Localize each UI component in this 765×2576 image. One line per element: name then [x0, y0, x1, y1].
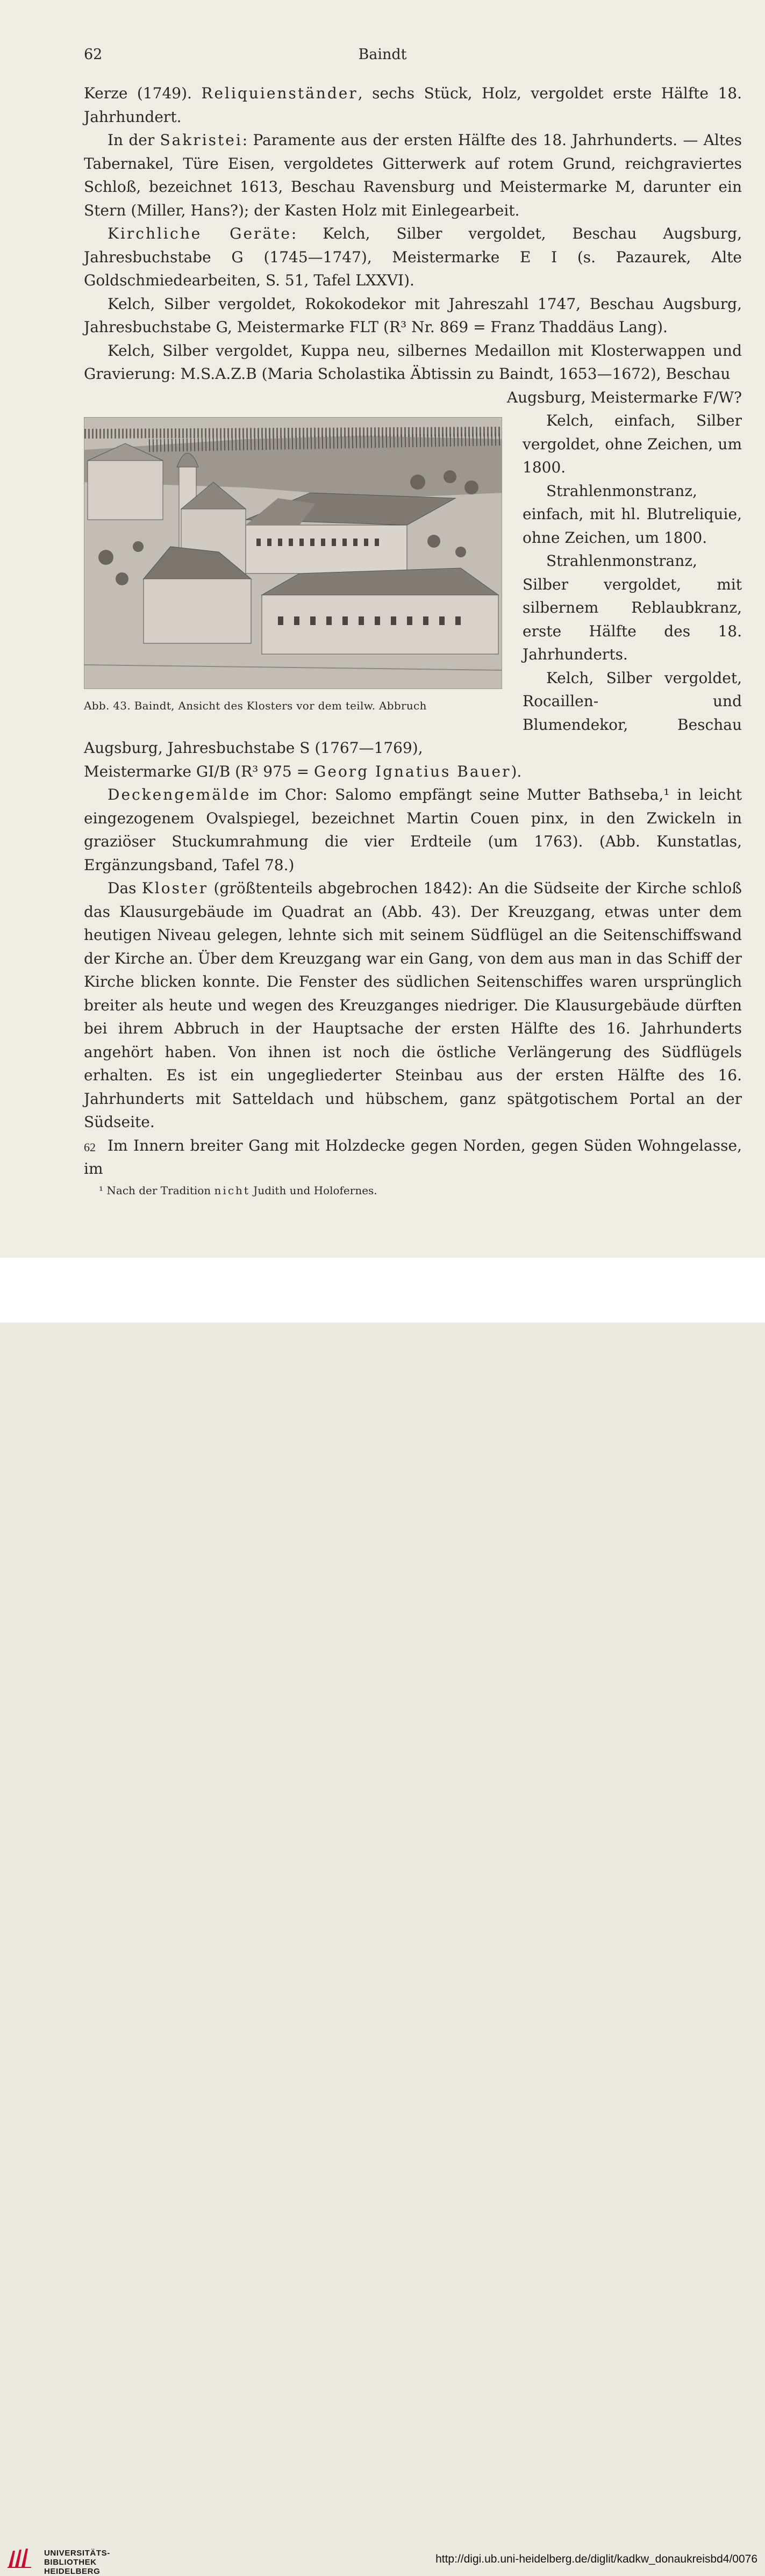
- source-url-link[interactable]: http://digi.ub.uni-heidelberg.de/diglit/kadkw_donaukreisbd4/0076: [435, 2553, 757, 2565]
- paragraph: Kirchliche Geräte: Kelch, Silber vergoldet, Beschau Augsburg, Jahresbuchstabe G (1745—1747), Meistermarke E I (s. Pazaurek, Alte Goldschmiedearbeiten, S. 51, Tafel LXXVI).: [84, 225, 742, 289]
- header-title: Baindt: [358, 46, 407, 63]
- monastery-drawing: [84, 418, 502, 688]
- header-page-number: 62: [84, 46, 103, 63]
- paragraph: Kerze (1749). Reliquienständer, sechs Stück, Holz, vergoldet erste Hälfte 18. Jahrhundert.: [84, 84, 742, 126]
- spaced-term: Kloster: [141, 879, 209, 897]
- paragraph: Strahlenmonstranz, Silber vergoldet, mit silbernem Reblaubkranz, erste Hälfte des 18. Jahrhunderts.: [523, 552, 742, 663]
- paragraph: Das Kloster (größtenteils abgebrochen 1842): An die Südseite der Kirche schloß das Klausurgebäude im Quadrat an (Abb. 43). Der Kreuzgang, etwas unter dem heutigen Niveau gelegen, lehnte sich mit seinem Südflügel an die Seitenschiffswand der Kirche an. Über dem Kreuzgang war ein Gang, von dem aus man in das Schiff der Kirche blicken konnte. Die Fenster des südlichen Seitenschiffes waren ursprünglich breiter als heute und wegen des Kreuzganges niedriger. Die Klausurgebäude dürften bei ihrem Abbruch in der Hauptsache der ersten Hälfte des 16. Jahrhunderts angehört haben. Von ihnen ist noch die östliche Verlängerung des Südflügels erhalten. Es ist ein ungegliederter Steinbau aus der ersten Hälfte des 16. Jahrhunderts mit Satteldach und hübschem, ganz spätgotischem Portal an der Südseite.: [84, 879, 742, 1131]
- digitization-footer: [0, 1258, 765, 2576]
- monastery-illustration: [84, 417, 502, 689]
- paragraph-continuation: Meistermarke GI/B (R³ 975 = Georg Ignatius Bauer).: [84, 762, 522, 780]
- paragraph: Im Innern breiter Gang mit Holzdecke gegen Norden, gegen Süden Wohngelasse, im: [84, 1136, 742, 1178]
- figure: [84, 417, 501, 713]
- scanned-page: [0, 0, 765, 1258]
- spaced-term: Georg Ignatius Bauer: [314, 762, 511, 780]
- figure-caption: Abb. 43. Baindt, Ansicht des Klosters vor dem teilw. Abbruch: [84, 699, 427, 712]
- body-text: [84, 82, 742, 1198]
- spaced-term: Deckengemälde: [108, 786, 251, 803]
- paragraph: Strahlenmonstranz, einfach, mit hl. Blutreliquie, ohne Zeichen, um 1800.: [523, 482, 742, 547]
- library-logo-icon: [8, 2546, 31, 2568]
- paragraph: Deckengemälde im Chor: Salomo empfängt seine Mutter Bathseba,¹ in leicht eingezogenem Ovalspiegel, bezeichnet Martin Couen pinx, in den Zwickeln in graziöser Stuckumrahmung die vier Erdteile (um 1763). (Abb. Kunstatlas, Ergänzungsband, Tafel 78.): [84, 786, 742, 874]
- paragraph: Kelch, Silber vergoldet, Rokokodekor mit Jahreszahl 1747, Beschau Augsburg, Jahresbuchstabe G, Meistermarke FLT (R³ Nr. 869 = Franz Thaddäus Lang).: [84, 295, 742, 336]
- paragraph: Kelch, Silber vergoldet, Kuppa neu, silbernes Medaillon mit Klosterwappen und Gravierung: M.S.A.Z.B (Maria Scholastika Äbtissin zu Baindt, 1653—1672), Beschau: [84, 341, 742, 383]
- spaced-term: Sakristei: [160, 131, 242, 149]
- paragraph: Kelch, einfach, Silber vergoldet, ohne Zeichen, um 1800.: [523, 412, 742, 476]
- bottom-page-number: 62: [84, 1140, 96, 1154]
- spaced-term: Kirchliche Geräte: [108, 225, 291, 242]
- spaced-term: Reliquienständer: [201, 84, 358, 102]
- library-name: UNIVERSITÄTS- BIBLIOTHEK HEIDELBERG: [44, 2549, 110, 2576]
- figure-block: [84, 409, 742, 760]
- footnote: ¹ Nach der Tradition nicht Judith und Holofernes.: [99, 1183, 377, 1197]
- paragraph: In der Sakristei: Paramente aus der ersten Hälfte des 18. Jahrhunderts. — Altes Tabernakel, Türe Eisen, vergoldetes Gitterwerk auf rotem Grund, reichgraviertes Schloß, bezeichnet 1613, Beschau Ravensburg und Meistermarke M, darunter ein Stern (Miller, Hans?); der Kasten Holz mit Einlegearbeit.: [84, 131, 742, 219]
- paragraph: Kelch, Silber vergoldet, Rocaillen- und Blumendekor, Beschau Augsburg, Jahresbuchstabe S (1767—1769),: [84, 669, 742, 757]
- paragraph-continuation: Augsburg, Meistermarke F/W?: [506, 388, 742, 406]
